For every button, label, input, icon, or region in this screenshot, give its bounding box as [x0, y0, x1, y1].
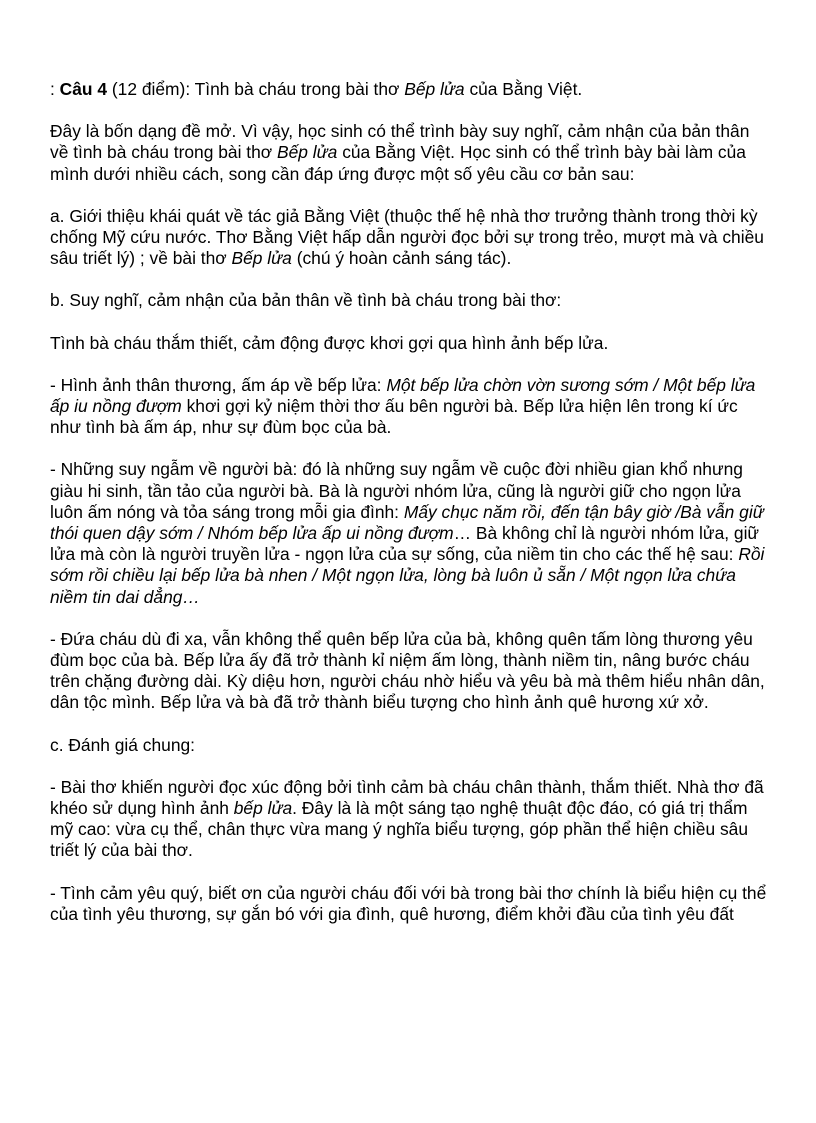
section-c-heading: c. Đánh giá chung:: [50, 734, 196, 755]
heading-prefix: :: [50, 79, 60, 99]
poem-title: Bếp lửa: [231, 248, 292, 269]
bullet-text-1: - Hình ảnh thân thương, ấm áp về bếp lửa:: [50, 374, 387, 395]
intro-text-2: của Bằng Việt. Học sinh có thể trình bày bài làm của mình dưới nhiều cách, song cần đáp ứng được một số yêu cầu cơ bản sau:: [50, 142, 746, 184]
poem-quote-2: Rồi sớm rồi chiều lại bếp lửa bà nhen / Một ngọn lửa, lòng bà luôn ủ sẵn / Một ngọn lửa chứa niềm tin dai dẳng…: [50, 544, 765, 607]
bullet-grandchild-memory: - Đứa cháu dù đi xa, vẫn không thể quên bếp lửa của bà, không quên tấm lòng thương yêu đùm bọc của bà. Bếp lửa ấy đã trở thành kỉ niệm ấm lòng, thành niềm tin, nâng bước cháu trên chặng đường dài. Kỳ diệu hơn, người cháu nhờ hiểu và yêu bà mà thêm hiểu nhân dân, dân tộc mình. Bếp lửa và bà đã trở thành biểu tượng cho hình ảnh quê hương xứ xở.: [50, 628, 765, 713]
section-b-heading: b. Suy nghĩ, cảm nhận của bản thân về tình bà cháu trong bài thơ:: [50, 290, 562, 311]
bullet-text-2: . Đây là là một sáng tạo nghệ thuật độc đáo, có giá trị thẩm mỹ cao: vừa cụ thể, chân thực vừa mang ý nghĩa biểu tượng, góp phần thể hiện chiều sâu triết lý của bài thơ.: [50, 798, 748, 861]
heading-suffix: của Bằng Việt.: [464, 79, 583, 99]
heading-text: (12 điểm): Tình bà cháu trong bài thơ: [107, 79, 405, 99]
bullet-text-2: khơi gợi kỷ niệm thời thơ ấu bên người bà. Bếp lửa hiện lên trong kí ức như tình bà ấm áp, như sự đùm bọc của bà.: [50, 396, 738, 438]
bullet-evaluation: [50, 777, 770, 862]
poem-quote-1: Mấy chục năm rồi, đến tận bây giờ /Bà vẫn giữ thói quen dậy sớm / Nhóm bếp lửa ấp ui nồng đượm: [50, 501, 764, 544]
bullet-text-1: - Bài thơ khiến người đọc xúc động bởi tình cảm bà cháu chân thành, thắm thiết. Nhà thơ đã khéo sử dụng hình ảnh: [50, 776, 764, 819]
bullet-text-2: … Bà không chỉ là người nhóm lửa, giữ lửa mà còn là người truyền lửa - ngọn lửa của sự sống, của niềm tin cho các thế hệ sau:: [50, 523, 760, 565]
question-heading: [50, 79, 770, 100]
bullet-hearth-image: [50, 375, 770, 439]
section-a-text-1: a. Giới thiệu khái quát về tác giả Bằng Việt (thuộc thế hệ nhà thơ trưởng thành trong thời kỳ chống Mỹ cứu nước. Thơ Bằng Việt hấp dẫn người đọc bởi sự trong trẻo, mượt mà và chiều sâu triết lý) ; về bài thơ: [50, 205, 764, 269]
section-b-summary: Tình bà cháu thắm thiết, cảm động được khơi gợi qua hình ảnh bếp lửa.: [50, 332, 609, 353]
poem-title: Bếp lửa: [277, 142, 338, 163]
bullet-text-1: - Những suy ngẫm về người bà: đó là những suy ngẫm về cuộc đời nhiều gian khổ nhưng giàu hi sinh, tần tảo của người bà. Bà là người nhóm lửa, cũng là người giữ cho ngọn lửa luôn ấm nóng và tỏa sáng trong mỗi gia đình:: [50, 459, 743, 522]
poem-title: Bếp lửa: [404, 79, 465, 99]
bullet-grandmother-reflection: [50, 459, 770, 607]
poem-quote: Một bếp lửa chờn vờn sương sớm / Một bếp lửa ấp iu nồng đượm: [50, 374, 756, 417]
document-page: [50, 79, 770, 946]
bullet-conclusion: - Tình cảm yêu quý, biết ơn của người cháu đối với bà trong bài thơ chính là biểu hiện cụ thể của tình yêu thương, sự gắn bó với gia đình, quê hương, điểm khởi đầu của tình yêu đất: [50, 882, 767, 924]
section-a-paragraph: [50, 206, 770, 270]
section-a-text-2: (chú ý hoàn cảnh sáng tác).: [291, 248, 512, 269]
intro-paragraph: [50, 121, 770, 185]
intro-text-1: Đây là bốn dạng đề mở. Vì vậy, học sinh có thể trình bày suy nghĩ, cảm nhận của bản thân về tình bà cháu trong bài thơ: [50, 121, 750, 163]
key-image-term: bếp lửa: [233, 798, 293, 819]
question-number: Câu 4: [59, 79, 108, 99]
